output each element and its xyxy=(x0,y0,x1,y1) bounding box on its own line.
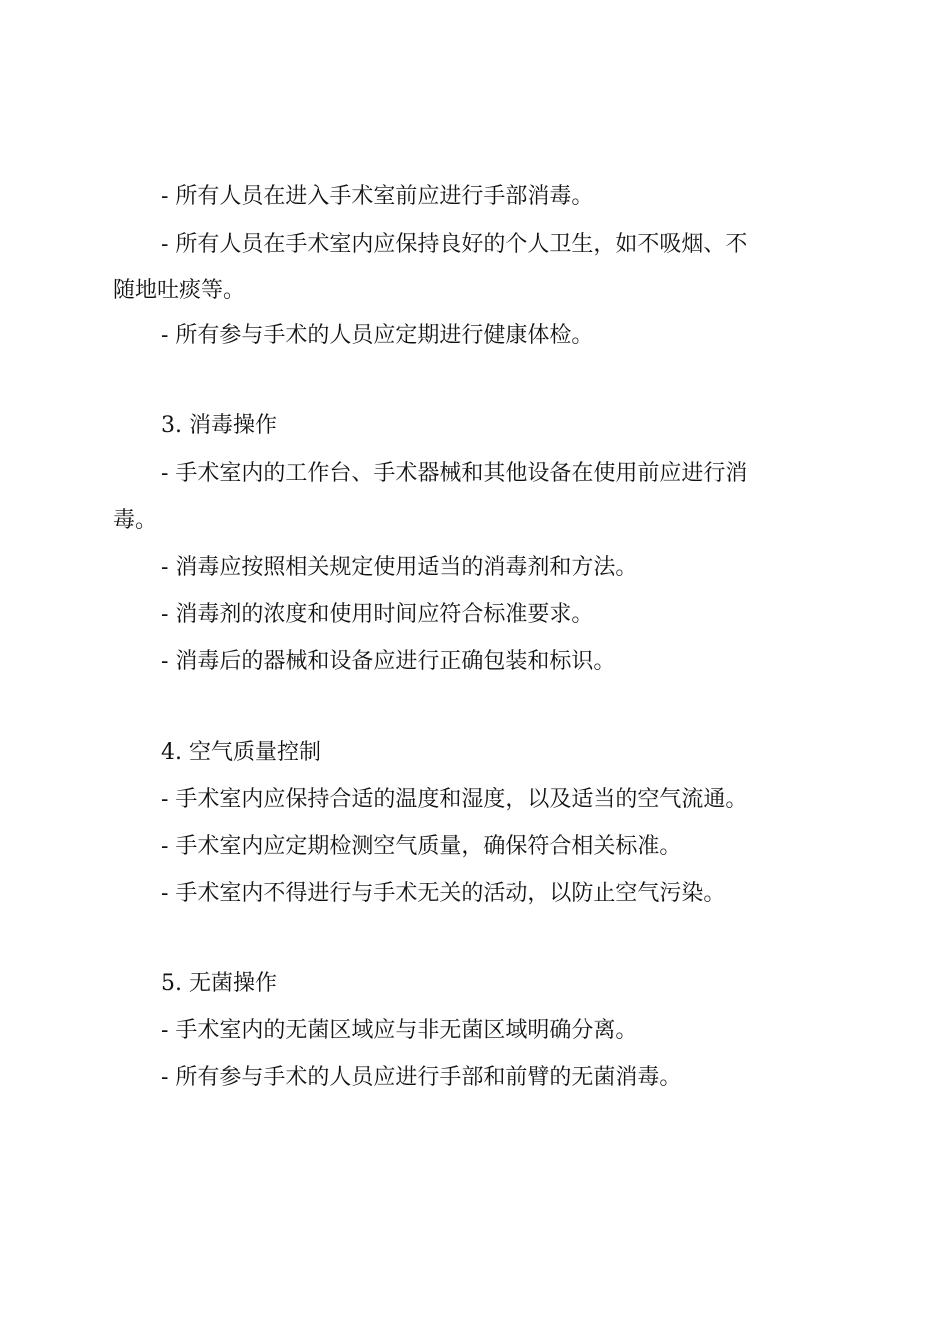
section-heading-aseptic: 5. 无菌操作 xyxy=(161,971,277,996)
disinfection-item-concentration: - 消毒剂的浓度和使用时间应符合标准要求。 xyxy=(161,602,594,627)
disinfection-item-packaging: - 消毒后的器械和设备应进行正确包装和标识。 xyxy=(161,649,616,674)
air-quality-item-monitoring: - 手术室内应定期检测空气质量，确保符合相关标准。 xyxy=(161,834,682,859)
aseptic-item-zone-separation: - 手术室内的无菌区域应与非无菌区域明确分离。 xyxy=(161,1018,638,1043)
air-quality-item-no-unrelated-activity: - 手术室内不得进行与手术无关的活动，以防止空气污染。 xyxy=(161,881,726,906)
disinfection-item-methods: - 消毒应按照相关规定使用适当的消毒剂和方法。 xyxy=(161,555,638,580)
hygiene-item-health-checkup: - 所有参与手术的人员应定期进行健康体检。 xyxy=(161,323,594,348)
disinfection-item-equipment-cont: 毒。 xyxy=(113,508,158,533)
aseptic-item-forearm-disinfection: - 所有参与手术的人员应进行手部和前臂的无菌消毒。 xyxy=(161,1065,682,1090)
section-heading-air-quality: 4. 空气质量控制 xyxy=(161,740,321,765)
hygiene-item-hand-disinfection: - 所有人员在进入手术室前应进行手部消毒。 xyxy=(161,184,594,209)
air-quality-item-temperature: - 手术室内应保持合适的温度和湿度，以及适当的空气流通。 xyxy=(161,787,748,812)
hygiene-item-personal-hygiene-cont: 随地吐痰等。 xyxy=(113,278,246,303)
hygiene-item-personal-hygiene: - 所有人员在手术室内应保持良好的个人卫生，如不吸烟、不 xyxy=(161,232,748,257)
disinfection-item-equipment: - 手术室内的工作台、手术器械和其他设备在使用前应进行消 xyxy=(161,461,748,486)
section-heading-disinfection: 3. 消毒操作 xyxy=(161,413,277,438)
